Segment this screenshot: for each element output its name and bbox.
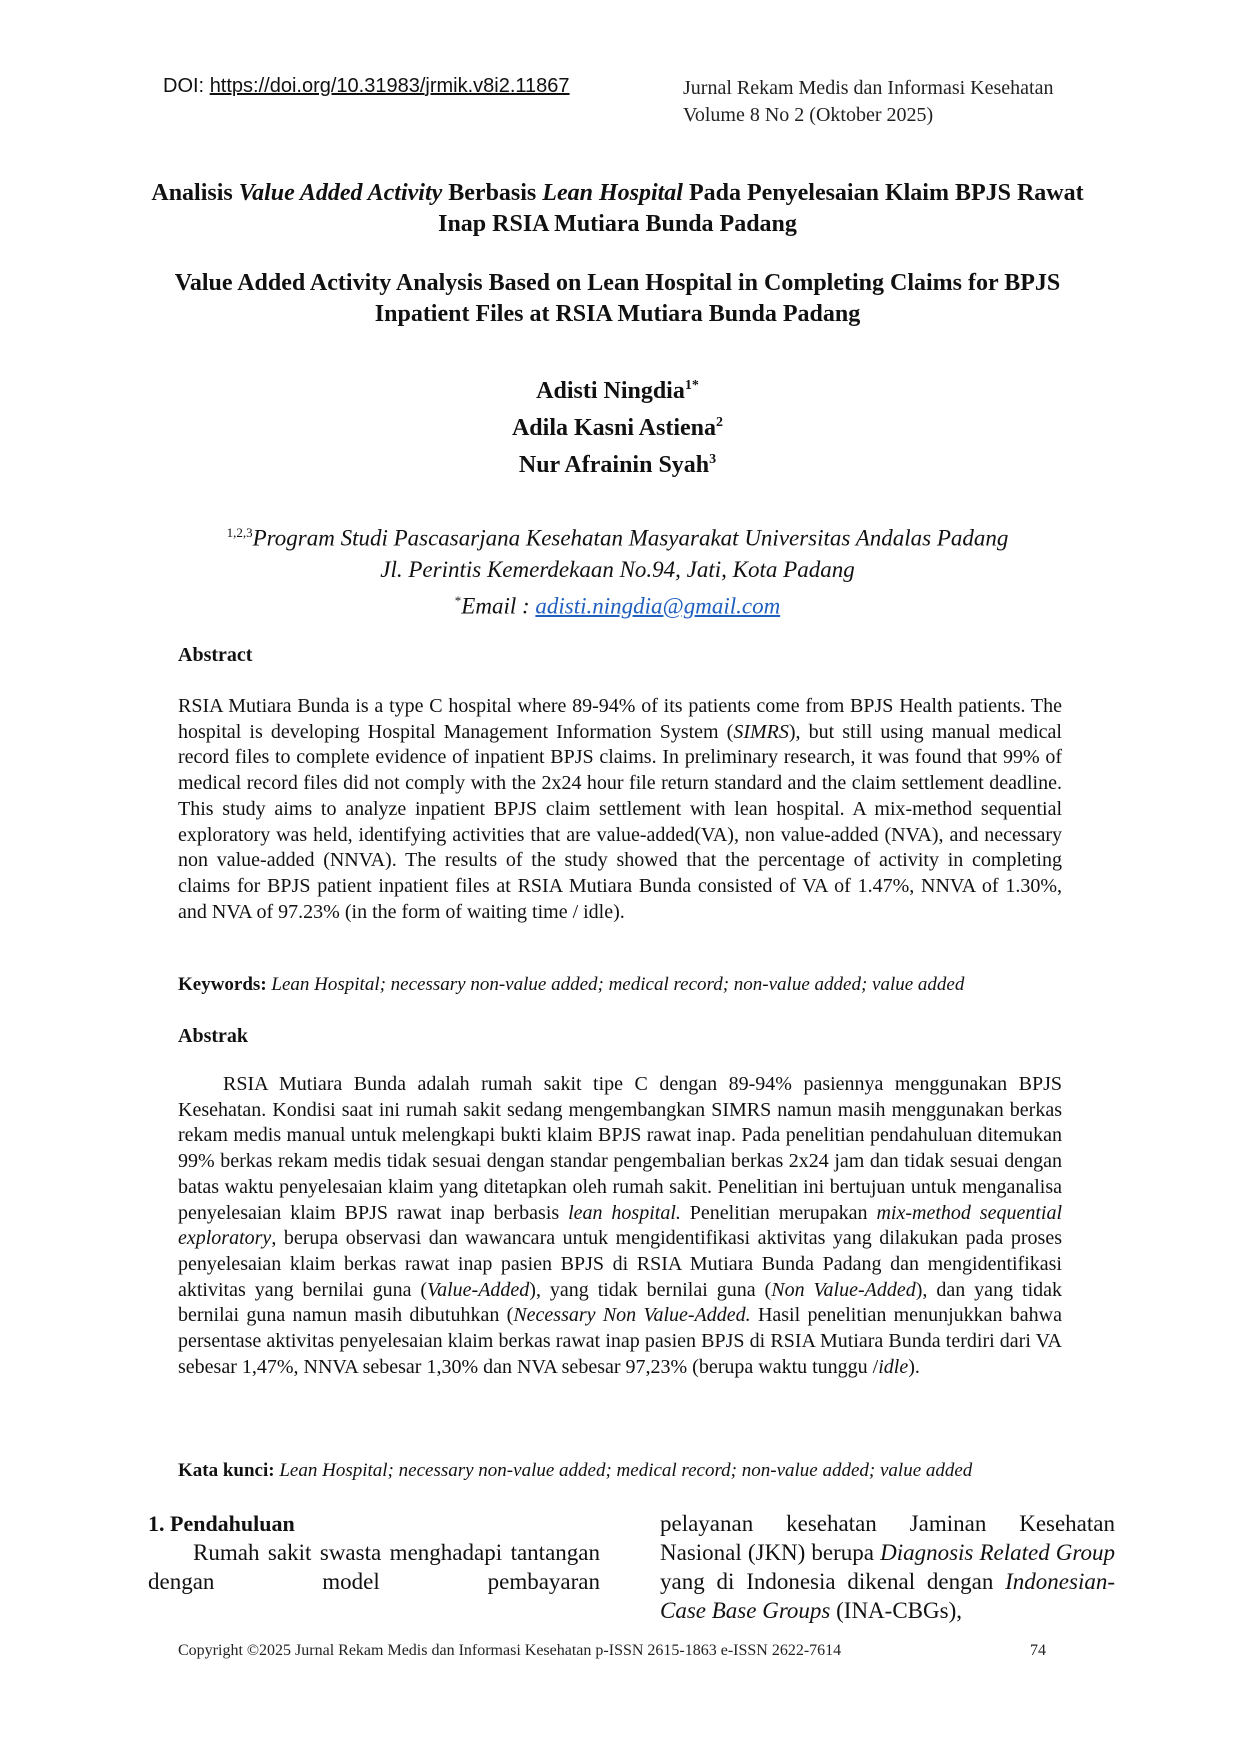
keywords-english: Keywords: Lean Hospital; necessary non-value added; medical record; non-value added; value added — [178, 974, 965, 995]
journal-name: Jurnal Rekam Medis dan Informasi Kesehatan — [683, 77, 1054, 99]
keywords-indonesian: Kata kunci: Lean Hospital; necessary non-value added; medical record; non-value added; value added — [178, 1460, 973, 1481]
journal-volume: Volume 8 No 2 (Oktober 2025) — [683, 104, 934, 126]
doi-link[interactable]: https://doi.org/10.31983/jrmik.v8i2.11867 — [209, 75, 570, 97]
abstract-heading: Abstract — [178, 644, 253, 666]
abstrak-heading: Abstrak — [178, 1025, 249, 1047]
address: Jl. Perintis Kemerdekaan No.94, Jati, Kota Padang — [380, 556, 855, 582]
page-number: 74 — [1030, 1642, 1046, 1659]
email-link[interactable]: adisti.ningdia@gmail.com — [535, 593, 781, 619]
affiliation — [150, 517, 1085, 621]
abstract-indonesian: RSIA Mutiara Bunda adalah rumah sakit tipe C dengan 89-94% pasiennya menggunakan BPJS Kesehatan. Kondisi saat ini rumah sakit sedang mengembangkan SIMRS namun masih menggunakan berkas rekam medis manual untuk melengkapi bukti klaim BPJS rawat inap. Pada penelitian pendahuluan ditemukan 99% berkas rekam medis tidak sesuai dengan standar pengembalian berkas 2x24 jam dan tidak sesuai dengan batas waktu penyelesaian klaim yang ditetapkan oleh rumah sakit. Penelitian ini bertujuan untuk menganalisa penyelesaian klaim BPJS rawat inap berbasis lean hospital. Penelitian merupakan mix-method sequential exploratory, berupa observasi dan wawancara untuk mengidentifikasi aktivitas yang dilakukan pada proses penyelesaian klaim berkas rawat inap pasien BPJS di RSIA Mutiara Bunda Padang dan mengidentifikasi aktivitas yang bernilai guna (Value-Added), yang tidak bernilai guna (Non Value-Added), dan yang tidak bernilai guna namun masih dibutuhkan (Necessary Non Value-Added. Hasil penelitian menunjukkan bahwa persentase aktivitas penyelesaian klaim berkas rawat inap pasien BPJS di RSIA Mutiara Bunda terdiri dari VA sebesar 1,47%, NNVA sebesar 1,30% dan NVA sebesar 97,23% (berupa waktu tunggu /idle). — [178, 1073, 1063, 1378]
institution: $^{1,2,3}$Program Studi Pascasarjana Kesehatan Masyarakat Universitas Andalas Padang — [226, 525, 1009, 551]
author: Adila Kasni Astiena$^2$ — [511, 415, 724, 441]
journal-header — [683, 75, 1053, 129]
body-paragraph: Rumah sakit swasta menghadapi tantangan dengan model pembayaran — [148, 1540, 600, 1594]
doi — [163, 75, 570, 98]
body-left-column — [148, 1509, 600, 1596]
email-line: *Email : adisti.ningdia@gmail.com — [454, 592, 781, 619]
abstract-english: RSIA Mutiara Bunda is a type C hospital where 89-94% of its patients come from BPJS Health patients. The hospital is developing Hospital Management Information System (SIMRS), but still using manual medical record files to complete evidence of inpatient BPJS claims. In preliminary research, it was found that 99% of medical record files did not comply with the 2x24 hour file return standard and the claim settlement deadline. This study aims to analyze inpatient BPJS claim settlement with lean hospital. A mix-method sequential exploratory was held, identifying activities that are value-added(VA), non value-added (NVA), and necessary non value-added (NNVA). The results of the study showed that the percentage of activity in completing claims for BPJS patient inpatient files at RSIA Mutiara Bunda consisted of VA of 1.47%, NNVA of 1.30%, and NVA of 97.23% (in the form of waiting time / idle). — [178, 695, 1062, 923]
author: Nur Afrainin Syah$^3$ — [518, 452, 717, 478]
doi-label: DOI: — [163, 75, 205, 97]
author-list — [150, 370, 1085, 481]
section-heading: 1. Pendahuluan — [148, 1511, 295, 1536]
title-indonesian: Analisis Value Added Activity Berbasis Lean Hospital Pada Penyelesaian Klaim BPJS Rawat Inap RSIA Mutiara Bunda Padang — [151, 180, 1084, 237]
title-english: Value Added Activity Analysis Based on Lean Hospital in Completing Claims for BPJS Inpatient Files at RSIA Mutiara Bunda Padang — [174, 270, 1061, 327]
body-right-column: pelayanan kesehatan Jaminan Kesehatan Nasional (JKN) berupa Diagnosis Related Group yang di Indonesia dikenal dengan Indonesian-Case Base Groups (INA-CBGs), — [660, 1511, 1115, 1623]
author: Adisti Ningdia$^{1*}$ — [536, 378, 699, 404]
footer-copyright: Copyright ©2025 Jurnal Rekam Medis dan Informasi Kesehatan p-ISSN 2615-1863 e-ISSN 2622-7614 — [178, 1642, 842, 1659]
